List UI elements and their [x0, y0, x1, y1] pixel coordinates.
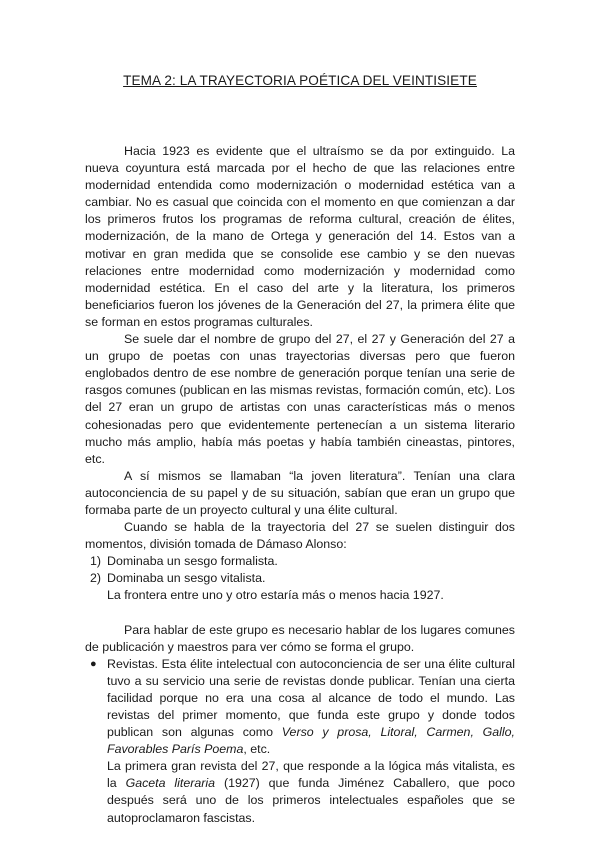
bullet-list	[85, 656, 515, 827]
bullet-icon: ●	[90, 657, 97, 670]
paragraph-3: A sí mismos se llamaban “la joven literatura”. Tenían una clara autoconciencia de su papel y de su situación, sabían que eran un grupo que formaba parte de un proyecto cultural y una élite cultural.	[85, 468, 515, 517]
list-note: La frontera entre uno y otro estaría más o menos hacia 1927.	[107, 588, 444, 603]
bullet-text-end: , etc.	[243, 742, 271, 757]
bullet-text-end: (1927) que funda Jiménez Caballero, que poco después será uno de los primeros intelectuales españoles que se autoproclamaron fascistas.	[107, 776, 515, 825]
numbered-list	[85, 553, 515, 587]
list-item-number: 1)	[90, 554, 102, 569]
list-item-text: Dominaba un sesgo vitalista.	[107, 571, 266, 586]
bullet-paragraph-1	[107, 656, 515, 759]
magazine-name: Gaceta literaria	[125, 776, 216, 791]
bullet-paragraph-2	[107, 758, 515, 826]
document-body	[85, 143, 515, 827]
list-item-number: 2)	[90, 571, 102, 586]
magazine-names: Verso y prosa, Litoral, Carmen, Gallo, Favorables París Poema	[107, 725, 515, 757]
document-title: TEMA 2: LA TRAYECTORIA POÉTICA DEL VEINTISIETE	[123, 73, 477, 88]
spacer	[85, 605, 515, 622]
bullet-text: La primera gran revista del 27, que responde a la lógica más vitalista, es la	[107, 759, 515, 791]
list-item	[85, 553, 515, 570]
paragraph-1: Hacia 1923 es evidente que el ultraísmo se da por extinguido. La nueva coyuntura está marcada por el hecho de que las relaciones entre modernidad entendida como modernización o modernidad estética van a cambiar. No es casual que coincida con el momento en que comienzan a dar los primeros frutos los programas de reforma cultural, creación de élites, modernización, de la mano de Ortega y generación del 14. Estos van a motivar en gran medida que se consolide ese cambio y se den nuevas relaciones entre modernidad como modernización y modernidad como modernidad estética. En el caso del arte y la literatura, los primeros beneficiarios fueron los jóvenes de la Generación del 27, la primera élite que se forman en estos programas culturales.	[85, 144, 515, 329]
paragraph-4: Cuando se habla de la trayectoria del 27 se suelen distinguir dos momentos, división tomada de Dámaso Alonso:	[85, 520, 515, 552]
list-item	[85, 656, 515, 827]
list-item	[85, 570, 515, 587]
paragraph-5: Para hablar de este grupo es necesario hablar de los lugares comunes de publicación y maestros para ver cómo se forma el grupo.	[85, 622, 515, 654]
paragraph-2: Se suele dar el nombre de grupo del 27, el 27 y Generación del 27 a un grupo de poetas con unas trayectorias diversas pero que fueron englobados dentro de ese nombre de generación porque tenían una serie de rasgos comunes (publican en las mismas revistas, formación común, etc). Los del 27 eran un grupo de artistas con unas características más o menos cohesionadas pero que evidentemente pertenecían a un sistema literario mucho más amplio, había más poetas y había también cineastas, pintores, etc.	[85, 332, 515, 466]
bullet-text: Revistas. Esta élite intelectual con autoconciencia de ser una élite cultural tuvo a su servicio una serie de revistas donde publicar. Tenían una cierta facilidad porque no era una cosa al alcance de todo el mundo. Las revistas del primer momento, que funda este grupo y donde todos publican son algunas como	[107, 656, 515, 740]
list-item-text: Dominaba un sesgo formalista.	[107, 554, 278, 569]
